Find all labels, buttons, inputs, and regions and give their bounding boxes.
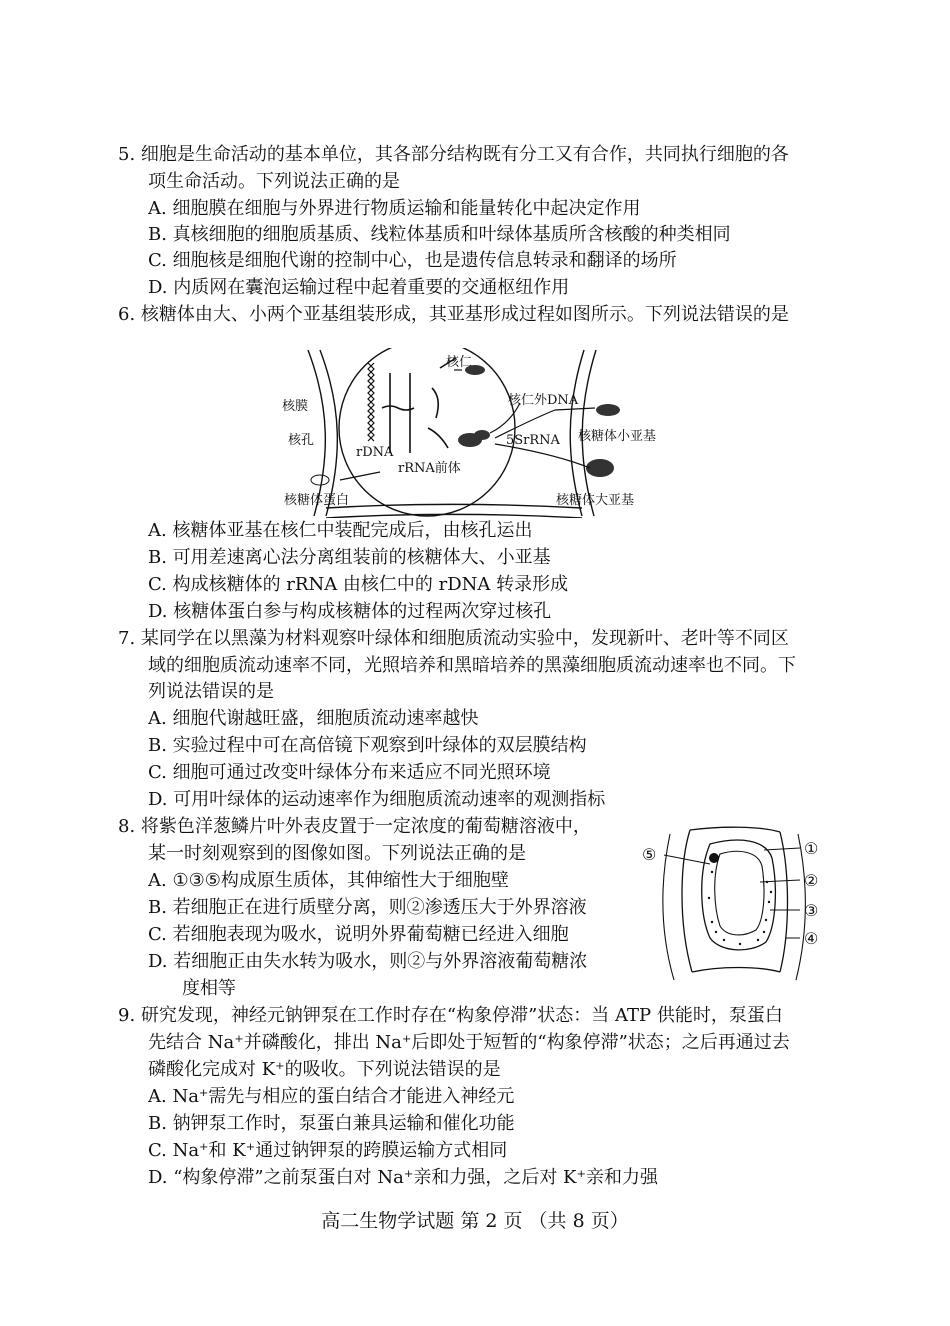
- nuclear-membrane-bottom-a: [326, 504, 582, 508]
- q6-option-c: C. 构成核糖体的 rRNA 由核仁中的 rDNA 转录形成: [148, 574, 569, 595]
- q8-option-d-continuation: 度相等: [182, 978, 236, 999]
- label-extra-nucleolar-dna: 核仁外DNA: [508, 393, 579, 408]
- label-rrna-precursor: rRNA前体: [398, 461, 461, 476]
- label-4: ④: [804, 929, 819, 948]
- q8-option-a: A. ①③⑤构成原生质体，其伸缩性大于细胞壁: [148, 870, 509, 891]
- label-nuclear-membrane: 核膜: [282, 399, 309, 414]
- label-rdna: rDNA: [356, 445, 394, 460]
- q5-option-d: D. 内质网在囊泡运输过程中起着重要的交通枢纽作用: [148, 277, 570, 298]
- label-large-subunit: 核糖体大亚基: [556, 493, 635, 508]
- q8-option-d: D. 若细胞正由失水转为吸水，则②与外界溶液葡萄糖浓: [148, 951, 588, 972]
- q9-stem-line1: 9. 研究发现，神经元钠钾泵在工作时存在“构象停滞”状态：当 ATP 供能时，泵蛋白: [118, 1005, 783, 1026]
- q7-option-c: C. 细胞可通过改变叶绿体分布来适应不同光照环境: [148, 762, 551, 783]
- subunit-particles: [311, 365, 620, 485]
- label-1: ①: [804, 839, 819, 858]
- label-ribosomal-protein: 核糖体蛋白: [284, 493, 350, 508]
- q9-stem-line3: 磷酸化完成对 K⁺的吸收。下列说法错误的是: [148, 1059, 501, 1080]
- q5-stem-line2: 项生命活动。下列说法正确的是: [148, 171, 400, 192]
- label-nucleolus: 核仁: [446, 355, 473, 370]
- cell-wall-right: [780, 832, 788, 972]
- rdna-coil: [368, 363, 374, 441]
- q5-option-b: B. 真核细胞的细胞质基质、线粒体基质和叶绿体基质所含核酸的种类相同: [148, 224, 731, 245]
- flow-arrows: [340, 370, 595, 480]
- q6-option-a: A. 核糖体亚基在核仁中装配完成后，由核孔运出: [148, 520, 533, 541]
- q5-option-c: C. 细胞核是细胞代谢的控制中心，也是遗传信息转录和翻译的场所: [148, 250, 677, 271]
- label-nuclear-pore: 核孔: [288, 433, 315, 448]
- rrna-precursor-strands: [382, 358, 456, 453]
- cell-wall-top: [690, 827, 780, 832]
- q9-option-a: A. Na⁺需先与相应的蛋白结合才能进入神经元: [148, 1086, 515, 1107]
- q9-option-b: B. 钠钾泵工作时，泵蛋白兼具运输和催化功能: [148, 1113, 515, 1134]
- q8-option-c: C. 若细胞表现为吸水，说明外界葡萄糖已经进入细胞: [148, 924, 569, 945]
- ribosome-assembly-figure: [270, 348, 690, 518]
- q7-stem-line1: 7. 某同学在以黑藻为材料观察叶绿体和细胞质流动实验中，发现新叶、老叶等不同区: [118, 628, 789, 649]
- label-5: ⑤: [642, 845, 657, 864]
- q8-option-b: B. 若细胞正在进行质壁分离，则②渗透压大于外界溶液: [148, 897, 587, 918]
- q6-option-d: D. 核糖体蛋白参与构成核糖体的过程两次穿过核孔: [148, 601, 552, 622]
- q5-stem-line1: 5. 细胞是生命活动的基本单位，其各部分结构既有分工又有合作，共同执行细胞的各: [118, 144, 789, 165]
- q6-stem-line1: 6. 核糖体由大、小两个亚基组装形成，其亚基形成过程如图所示。下列说法错误的是: [118, 304, 789, 325]
- q7-stem-line2: 域的细胞质流动速率不同，光照培养和黑暗培养的黑藻细胞质流动速率也不同。下: [148, 655, 796, 676]
- q7-stem-line3: 列说法错误的是: [148, 681, 274, 702]
- plasmolysis-cell-figure: [640, 822, 840, 982]
- q9-option-d: D. “构象停滞”之前泵蛋白对 Na⁺亲和力强，之后对 K⁺亲和力强: [148, 1167, 659, 1188]
- q9-option-c: C. Na⁺和 K⁺通过钠钾泵的跨膜运输方式相同: [148, 1140, 508, 1161]
- label-3: ③: [804, 901, 819, 920]
- nucleolus-circle: [339, 348, 515, 516]
- label-2: ②: [804, 871, 819, 890]
- q7-option-a: A. 细胞代谢越旺盛，细胞质流动速率越快: [148, 708, 479, 729]
- q7-option-d: D. 可用叶绿体的运动速率作为细胞质流动速率的观测指标: [148, 789, 606, 810]
- page-footer: 高二生物学试题 第 2 页 （共 8 页）: [321, 1210, 629, 1232]
- label-small-subunit: 核糖体小亚基: [578, 429, 657, 444]
- label-5s-rrna: 5SrRNA: [506, 433, 560, 448]
- cell-wall-bottom: [692, 968, 780, 973]
- q5-option-a: A. 细胞膜在细胞与外界进行物质运输和能量转化中起决定作用: [148, 198, 641, 219]
- q9-stem-line2: 先结合 Na⁺并磷酸化，排出 Na⁺后即处于短暂的“构象停滞”状态；之后再通过去: [148, 1032, 790, 1053]
- q7-option-b: B. 实验过程中可在高倍镜下观察到叶绿体的双层膜结构: [148, 735, 587, 756]
- q8-stem-line2: 某一时刻观察到的图像如图。下列说法正确的是: [148, 843, 526, 864]
- nucleus: [709, 853, 719, 863]
- q8-stem-line1: 8. 将紫色洋葱鳞片叶外表皮置于一定浓度的葡萄糖溶液中，: [118, 816, 591, 837]
- vacuole: [715, 851, 764, 935]
- nuclear-membrane-inner: [320, 350, 337, 516]
- q6-option-b: B. 可用差速离心法分离组装前的核糖体大、小亚基: [148, 547, 551, 568]
- nuclear-membrane-bottom-b: [326, 514, 582, 518]
- cell-wall-left: [682, 830, 692, 972]
